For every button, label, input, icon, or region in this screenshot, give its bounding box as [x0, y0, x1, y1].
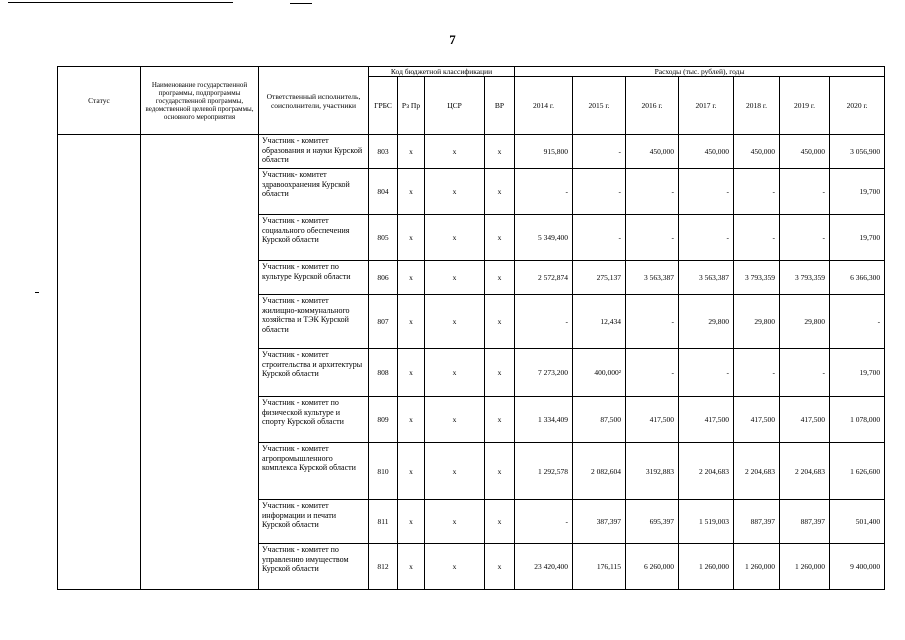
csr-cell: х — [425, 135, 485, 169]
grbs-cell: 812 — [369, 544, 398, 590]
header-csr: ЦСР — [425, 77, 485, 135]
top-rule — [8, 2, 233, 3]
expense-value-cell: 1 334,409 — [515, 397, 573, 443]
expense-value-cell: 87,500 — [573, 397, 626, 443]
csr-cell: х — [425, 215, 485, 261]
vr-cell: х — [485, 261, 515, 295]
name-cell — [141, 135, 259, 590]
expense-value-cell: 6 366,300 — [830, 261, 885, 295]
csr-cell: х — [425, 443, 485, 500]
expense-value-cell: 3 793,359 — [734, 261, 780, 295]
rzpr-cell: х — [398, 500, 425, 544]
expense-value-cell: 450,000 — [734, 135, 780, 169]
page-number: 7 — [449, 32, 456, 47]
margin-mark — [35, 292, 39, 293]
header-rzpr: Рз Пр — [398, 77, 425, 135]
expense-value-cell: 2 082,604 — [573, 443, 626, 500]
header-year: 2015 г. — [573, 77, 626, 135]
expense-value-cell: 19,700 — [830, 169, 885, 215]
header-vr: ВР — [485, 77, 515, 135]
expense-value-cell: 29,800 — [780, 295, 830, 349]
expense-value-cell: 9 400,000 — [830, 544, 885, 590]
rzpr-cell: х — [398, 215, 425, 261]
csr-cell: х — [425, 349, 485, 397]
expense-value-cell: - — [573, 215, 626, 261]
expense-value-cell: 887,397 — [780, 500, 830, 544]
header-year: 2019 г. — [780, 77, 830, 135]
csr-cell: х — [425, 544, 485, 590]
rzpr-cell: х — [398, 261, 425, 295]
expense-value-cell: 3192,883 — [626, 443, 679, 500]
expense-value-cell: - — [734, 349, 780, 397]
header-year: 2016 г. — [626, 77, 679, 135]
expense-value-cell: 12,434 — [573, 295, 626, 349]
expense-value-cell: 3 563,387 — [679, 261, 734, 295]
vr-cell: х — [485, 169, 515, 215]
expense-value-cell: 1 260,000 — [734, 544, 780, 590]
rzpr-cell: х — [398, 443, 425, 500]
expense-value-cell: 3 793,359 — [780, 261, 830, 295]
expense-value-cell: 400,000² — [573, 349, 626, 397]
expense-value-cell: - — [515, 295, 573, 349]
expense-value-cell: 450,000 — [679, 135, 734, 169]
header-status: Статус — [58, 67, 141, 135]
expense-value-cell: - — [734, 169, 780, 215]
grbs-cell: 804 — [369, 169, 398, 215]
expense-value-cell: - — [626, 215, 679, 261]
vr-cell: х — [485, 135, 515, 169]
expense-value-cell: 3 563,387 — [626, 261, 679, 295]
header-year: 2018 г. — [734, 77, 780, 135]
expense-value-cell: 417,500 — [734, 397, 780, 443]
expense-value-cell: - — [515, 500, 573, 544]
header-year: 2014 г. — [515, 77, 573, 135]
expense-value-cell: - — [573, 135, 626, 169]
rzpr-cell: х — [398, 397, 425, 443]
status-cell — [58, 135, 141, 590]
expense-value-cell: 887,397 — [734, 500, 780, 544]
expense-value-cell: 1 626,600 — [830, 443, 885, 500]
expense-value-cell: 1 078,000 — [830, 397, 885, 443]
expense-value-cell: 19,700 — [830, 215, 885, 261]
expense-value-cell: 7 273,200 — [515, 349, 573, 397]
csr-cell: х — [425, 397, 485, 443]
vr-cell: х — [485, 215, 515, 261]
header-name: Наименование государственной программы, подпрограммы государственной программы, ведомственной целевой программы, основного мероприятия — [141, 67, 259, 135]
expense-value-cell: 275,137 — [573, 261, 626, 295]
table-body — [58, 135, 885, 590]
grbs-cell: 805 — [369, 215, 398, 261]
responsible-cell: Участник - комитет по культуре Курской области — [259, 261, 369, 295]
header-responsible: Ответственный исполнитель, соисполнители, участники — [259, 67, 369, 135]
csr-cell: х — [425, 169, 485, 215]
expense-value-cell: 1 260,000 — [679, 544, 734, 590]
expense-value-cell: - — [679, 349, 734, 397]
responsible-cell: Участник - комитет жилищно-коммунального хозяйства и ТЭК Курской области — [259, 295, 369, 349]
rzpr-cell: х — [398, 295, 425, 349]
expense-value-cell: 1 260,000 — [780, 544, 830, 590]
expense-value-cell: - — [626, 349, 679, 397]
top-rule-short — [290, 3, 312, 4]
budget-table — [57, 66, 885, 590]
csr-cell: х — [425, 500, 485, 544]
responsible-cell: Участник - комитет по управлению имуществом Курской области — [259, 544, 369, 590]
rzpr-cell: х — [398, 135, 425, 169]
expense-value-cell: 19,700 — [830, 349, 885, 397]
grbs-cell: 803 — [369, 135, 398, 169]
expense-value-cell: - — [679, 169, 734, 215]
responsible-cell: Участник - комитет образования и науки Курской области — [259, 135, 369, 169]
responsible-cell: Участник - комитет по физической культуре и спорту Курской области — [259, 397, 369, 443]
header-budget-code: Код бюджетной классификации — [369, 67, 515, 77]
table-row — [58, 135, 885, 169]
expense-value-cell: 417,500 — [626, 397, 679, 443]
vr-cell: х — [485, 295, 515, 349]
responsible-cell: Участник - комитет строительства и архитектуры Курской области — [259, 349, 369, 397]
expense-value-cell: 2 572,874 — [515, 261, 573, 295]
vr-cell: х — [485, 443, 515, 500]
expense-value-cell: 417,500 — [679, 397, 734, 443]
grbs-cell: 811 — [369, 500, 398, 544]
csr-cell: х — [425, 261, 485, 295]
expense-value-cell: 5 349,400 — [515, 215, 573, 261]
expense-value-cell: - — [734, 215, 780, 261]
expense-value-cell: 501,400 — [830, 500, 885, 544]
vr-cell: х — [485, 349, 515, 397]
expense-value-cell: 23 420,400 — [515, 544, 573, 590]
expense-value-cell: - — [626, 295, 679, 349]
expense-value-cell: - — [573, 169, 626, 215]
expense-value-cell: 450,000 — [626, 135, 679, 169]
vr-cell: х — [485, 397, 515, 443]
rzpr-cell: х — [398, 544, 425, 590]
expense-value-cell: 450,000 — [780, 135, 830, 169]
expense-value-cell: 2 204,683 — [679, 443, 734, 500]
expense-value-cell: - — [830, 295, 885, 349]
expense-value-cell: 29,800 — [734, 295, 780, 349]
expense-value-cell: 2 204,683 — [780, 443, 830, 500]
expense-value-cell: - — [515, 169, 573, 215]
responsible-cell: Участник - комитет информации и печати Курской области — [259, 500, 369, 544]
grbs-cell: 809 — [369, 397, 398, 443]
grbs-cell: 808 — [369, 349, 398, 397]
vr-cell: х — [485, 500, 515, 544]
expense-value-cell: 915,800 — [515, 135, 573, 169]
expense-value-cell: 1 519,003 — [679, 500, 734, 544]
responsible-cell: Участник- комитет здравоохранения Курской области — [259, 169, 369, 215]
expense-value-cell: - — [626, 169, 679, 215]
header-year: 2020 г. — [830, 77, 885, 135]
expense-value-cell: 1 292,578 — [515, 443, 573, 500]
csr-cell: х — [425, 295, 485, 349]
expense-value-cell: 6 260,000 — [626, 544, 679, 590]
expense-value-cell: 29,800 — [679, 295, 734, 349]
responsible-cell: Участник - комитет агропромышленного комплекса Курской области — [259, 443, 369, 500]
expense-value-cell: - — [780, 349, 830, 397]
vr-cell: х — [485, 544, 515, 590]
expense-value-cell: 417,500 — [780, 397, 830, 443]
grbs-cell: 807 — [369, 295, 398, 349]
responsible-cell: Участник - комитет социального обеспечения Курской области — [259, 215, 369, 261]
expense-value-cell: - — [679, 215, 734, 261]
header-year: 2017 г. — [679, 77, 734, 135]
header-expenses: Расходы (тыс. рублей), годы — [515, 67, 885, 77]
rzpr-cell: х — [398, 349, 425, 397]
expense-value-cell: - — [780, 215, 830, 261]
header-row-groups — [58, 67, 885, 77]
expense-value-cell: 2 204,683 — [734, 443, 780, 500]
rzpr-cell: х — [398, 169, 425, 215]
expense-value-cell: 3 056,900 — [830, 135, 885, 169]
expense-value-cell: 695,397 — [626, 500, 679, 544]
grbs-cell: 810 — [369, 443, 398, 500]
expense-value-cell: 176,115 — [573, 544, 626, 590]
header-grbs: ГРБС — [369, 77, 398, 135]
expense-value-cell: 387,397 — [573, 500, 626, 544]
grbs-cell: 806 — [369, 261, 398, 295]
expense-value-cell: - — [780, 169, 830, 215]
